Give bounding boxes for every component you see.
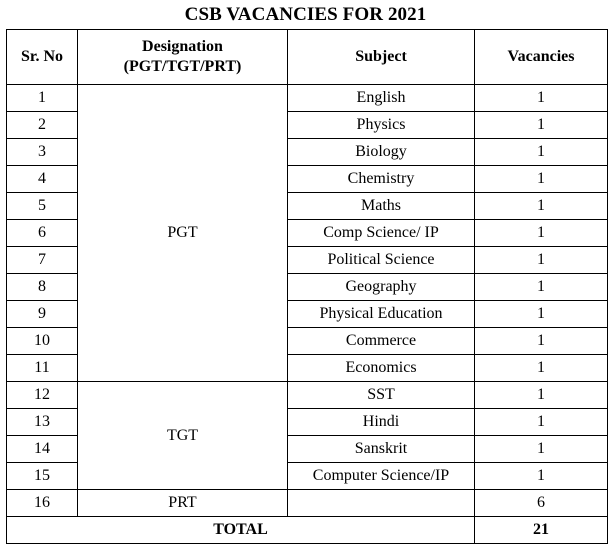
subject-cell xyxy=(288,490,475,517)
sr-no-cell: 15 xyxy=(7,463,78,490)
vacancies-cell: 1 xyxy=(475,409,608,436)
header-designation xyxy=(78,30,288,85)
vacancies-cell: 1 xyxy=(475,436,608,463)
vacancies-cell: 1 xyxy=(475,85,608,112)
sr-no-cell: 6 xyxy=(7,220,78,247)
subject-cell: Computer Science/IP xyxy=(288,463,475,490)
subject-cell: Economics xyxy=(288,355,475,382)
vacancies-cell: 1 xyxy=(475,274,608,301)
subject-cell: Hindi xyxy=(288,409,475,436)
subject-cell: Geography xyxy=(288,274,475,301)
table-row xyxy=(7,85,608,112)
subject-cell: English xyxy=(288,85,475,112)
subject-cell: Comp Science/ IP xyxy=(288,220,475,247)
total-value: 21 xyxy=(475,517,608,544)
sr-no-cell: 2 xyxy=(7,112,78,139)
vacancies-cell: 1 xyxy=(475,301,608,328)
sr-no-cell: 8 xyxy=(7,274,78,301)
header-designation-line1: Designation xyxy=(142,38,223,55)
sr-no-cell: 14 xyxy=(7,436,78,463)
subject-cell: Physics xyxy=(288,112,475,139)
sr-no-cell: 9 xyxy=(7,301,78,328)
vacancies-cell: 1 xyxy=(475,247,608,274)
total-row xyxy=(7,517,608,544)
vacancies-cell: 1 xyxy=(475,328,608,355)
header-designation-line2: (PGT/TGT/PRT) xyxy=(123,58,242,75)
page-title: CSB VACANCIES FOR 2021 xyxy=(184,4,427,25)
subject-cell: Maths xyxy=(288,193,475,220)
sr-no-cell: 13 xyxy=(7,409,78,436)
designation-cell-tgt: TGT xyxy=(78,382,288,490)
sr-no-cell: 1 xyxy=(7,85,78,112)
vacancies-cell: 1 xyxy=(475,193,608,220)
header-row xyxy=(7,30,608,85)
vacancies-cell: 1 xyxy=(475,220,608,247)
table-footer xyxy=(7,517,608,544)
table-row xyxy=(7,490,608,517)
subject-cell: Chemistry xyxy=(288,166,475,193)
subject-cell: Commerce xyxy=(288,328,475,355)
sr-no-cell: 12 xyxy=(7,382,78,409)
vacancies-cell: 1 xyxy=(475,355,608,382)
vacancies-cell: 1 xyxy=(475,112,608,139)
subject-cell: Political Science xyxy=(288,247,475,274)
sr-no-cell: 3 xyxy=(7,139,78,166)
subject-cell: Physical Education xyxy=(288,301,475,328)
table-row xyxy=(7,382,608,409)
table-header xyxy=(7,30,608,85)
vacancies-cell: 1 xyxy=(475,139,608,166)
vacancies-table xyxy=(6,29,608,544)
header-sr-no: Sr. No xyxy=(7,30,78,85)
sr-no-cell: 4 xyxy=(7,166,78,193)
sr-no-cell: 11 xyxy=(7,355,78,382)
vacancies-cell: 1 xyxy=(475,382,608,409)
subject-cell: SST xyxy=(288,382,475,409)
sr-no-cell: 10 xyxy=(7,328,78,355)
vacancies-cell: 1 xyxy=(475,166,608,193)
designation-cell-pgt: PGT xyxy=(78,85,288,382)
subject-cell: Biology xyxy=(288,139,475,166)
sr-no-cell: 5 xyxy=(7,193,78,220)
designation-cell-prt: PRT xyxy=(78,490,288,517)
header-subject: Subject xyxy=(288,30,475,85)
total-label: TOTAL xyxy=(7,517,475,544)
sr-no-cell: 16 xyxy=(7,490,78,517)
header-vacancies: Vacancies xyxy=(475,30,608,85)
sr-no-cell: 7 xyxy=(7,247,78,274)
table-body xyxy=(7,85,608,517)
vacancies-cell: 1 xyxy=(475,463,608,490)
vacancies-cell: 6 xyxy=(475,490,608,517)
subject-cell: Sanskrit xyxy=(288,436,475,463)
